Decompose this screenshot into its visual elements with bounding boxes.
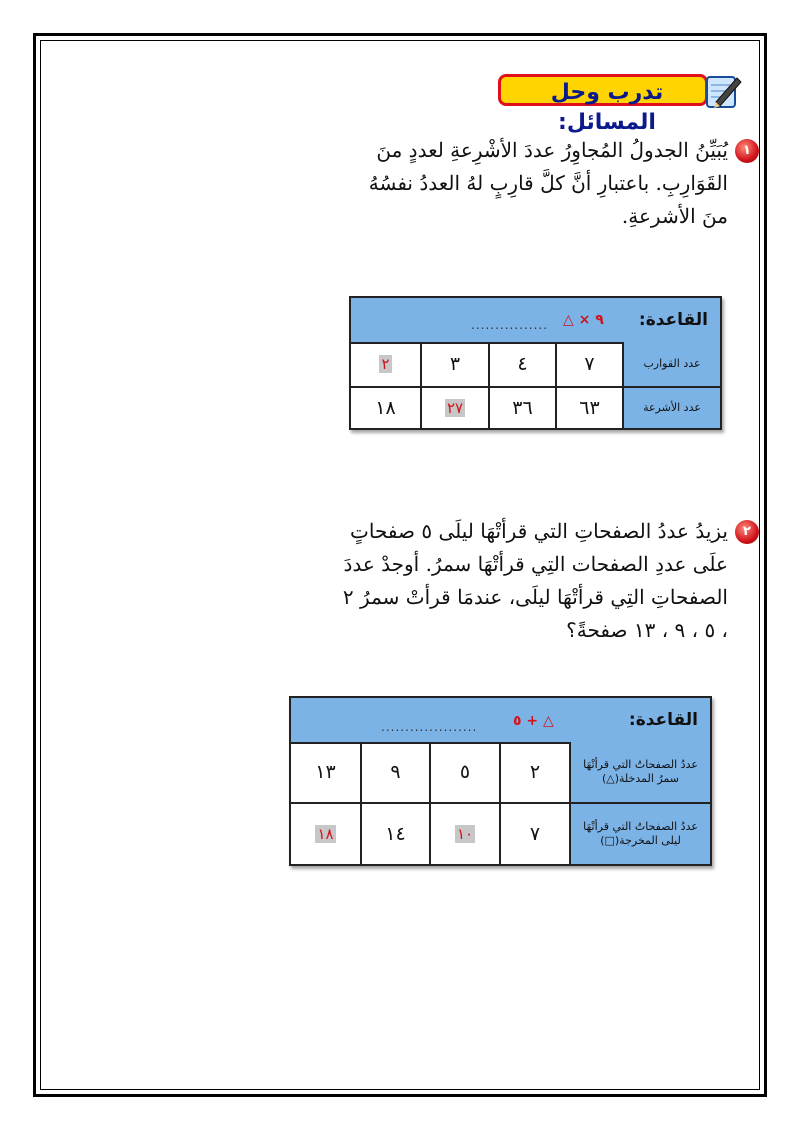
q1-row-sails <box>351 388 720 428</box>
q1-sails-cell-4: ١٨ <box>375 397 396 419</box>
q1-sails-cell-1: ٦٣ <box>555 388 622 428</box>
q2-rule-dots: .................... <box>381 720 478 734</box>
q1-boats-cell-4: ٢ <box>381 355 390 373</box>
q2-rule-table <box>289 696 712 866</box>
question-1-text: يُبَيِّنُ الجدولُ المُجاوِرُ عددَ الأشْرِعةِ لعددٍ منَ القَوَارِبِ. باعتبارِ أنَّ كلَّ قارِبٍ لهُ العددُ نفسُهُ منَ الأشرعةِ. <box>368 138 728 228</box>
q2-output-cell-4: ١٨ <box>317 825 334 843</box>
question-2-number: ٢ <box>735 520 759 544</box>
q2-input-cell-3: ٩ <box>360 742 429 802</box>
q1-sails-cell-3: ٢٧ <box>420 388 488 428</box>
q2-input-label: عددُ الصفحاتُ التي قرأتْهَا سمرُ المدخلة(△) <box>569 742 710 802</box>
q2-output-cell-1: ٧ <box>499 804 569 864</box>
q2-rule-header <box>291 698 710 744</box>
q1-boats-label: عدد القوارب <box>622 342 720 386</box>
q2-rule-label: القاعدة: <box>628 710 698 730</box>
section-banner <box>498 72 740 135</box>
q2-input-cell-4: ١٣ <box>315 761 336 783</box>
banner-box <box>498 74 708 135</box>
q1-rule-expression: ٩ × △ <box>563 312 604 328</box>
q1-rule-table <box>349 296 722 430</box>
q1-rule-header <box>351 298 720 344</box>
notepad-pencil-icon <box>704 72 742 110</box>
q2-output-cell-2: ١٠ <box>429 804 499 864</box>
q1-sails-cell-2: ٣٦ <box>488 388 555 428</box>
q1-boats-cell-3: ٣ <box>420 342 488 386</box>
q1-boats-cell-1: ٧ <box>555 342 622 386</box>
q1-rule-label: القاعدة: <box>638 310 708 330</box>
q2-rule-expression: △ + ٥ <box>513 713 554 729</box>
q1-sails-label: عدد الأشرعة <box>622 388 720 428</box>
q2-output-cell-3: ١٤ <box>360 804 429 864</box>
q2-row-output <box>291 804 710 864</box>
q1-row-boats <box>351 342 720 388</box>
question-2-text: يزيدُ عددُ الصفحاتِ التي قرأتْهَا ليلَى ٥ صفحاتٍ علَى عددِ الصفحات التِي قرأتْهَا سمرُ. أوجدْ عددَ الصفحاتِ التِي قرأتْهَا ليلَى، عندمَا قرأتْ سمرُ ٢ ، ٥ ، ٩ ، ١٣ صفحةً؟ <box>342 519 728 642</box>
q1-boats-cell-2: ٤ <box>488 342 555 386</box>
q2-input-cell-2: ٥ <box>429 742 499 802</box>
q2-row-input <box>291 742 710 804</box>
q2-output-label: عددُ الصفحاتُ التي قرأتْهَا ليلى المخرجة(□) <box>569 804 710 864</box>
q2-input-cell-1: ٢ <box>499 742 569 802</box>
question-1-number: ١ <box>735 139 759 163</box>
q1-rule-dots: ................ <box>471 318 549 332</box>
banner-title: تدرب وحل المسائل: <box>550 80 664 135</box>
